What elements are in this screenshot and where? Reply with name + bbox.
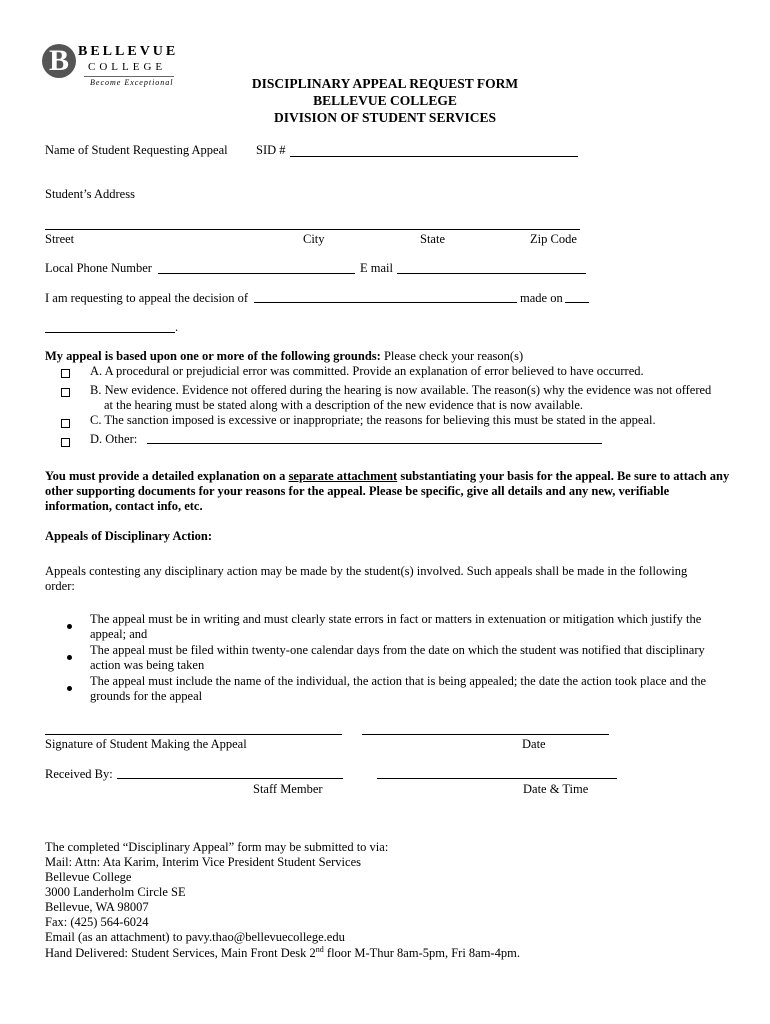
submission-email: Email (as an attachment) to pavy.thao@bellevuecollege.edu	[45, 930, 345, 944]
bullet-icon	[67, 618, 72, 633]
division-name: DIVISION OF STUDENT SERVICES	[274, 110, 496, 125]
submission-hand-delivered: Hand Delivered: Student Services, Main Front Desk 2nd floor M-Thur 8am-5pm, Fri 8am-4pm.	[45, 945, 520, 961]
address-field[interactable]	[45, 229, 580, 230]
form-title: DISCIPLINARY APPEAL REQUEST FORM	[251, 76, 519, 91]
grounds-intro	[45, 349, 523, 364]
phone-field[interactable]	[158, 273, 355, 274]
logo-name-top: BELLEVUE	[78, 44, 179, 59]
list-item: The appeal must be filed within twenty-one calendar days from the date on which the student was notified that disciplinary action was being taken	[90, 643, 705, 672]
made-on-field[interactable]	[565, 302, 589, 303]
other-reason-field[interactable]	[147, 443, 602, 444]
student-name-label: Name of Student Requesting Appeal	[45, 143, 228, 157]
grounds-intro-bold: My appeal is based upon one or more of the following grounds:	[45, 349, 381, 363]
student-signature-field[interactable]	[45, 734, 342, 735]
checkbox-d[interactable]	[61, 436, 70, 451]
made-on-label: made on	[520, 291, 563, 305]
signature-date-field[interactable]	[362, 734, 609, 735]
made-on-field-continued[interactable]	[45, 332, 175, 333]
city-label: City	[303, 232, 325, 246]
appeals-intro: Appeals contesting any disciplinary action may be made by the student(s) involved. Such appeals shall be made in the following order:	[45, 564, 688, 593]
submission-org: Bellevue College	[45, 870, 132, 884]
signature-date-label: Date	[522, 737, 546, 751]
submission-mail: Mail: Attn: Ata Karim, Interim Vice President Student Services	[45, 855, 361, 869]
zip-label: Zip Code	[530, 232, 577, 246]
ground-a-label: A. A procedural or prejudicial error was committed. Provide an explanation of error believed to have occurred.	[90, 364, 644, 378]
email-label: E mail	[360, 261, 393, 275]
list-item: The appeal must include the name of the individual, the action that is being appealed; the date the action took place and the grounds for the appeal	[90, 674, 707, 703]
submission-intro: The completed “Disciplinary Appeal” form may be submitted to via:	[45, 840, 389, 854]
attachment-notice: You must provide a detailed explanation on a separate attachment substantiating your basis for the appeal. Be sure to attach any other supporting documents for your reasons for the appeal. Please be specific, give all details and any new, verifiable information, contact info, etc.	[45, 469, 730, 513]
received-by-label: Received By:	[45, 767, 113, 781]
college-name: BELLEVUE COLLEGE	[313, 93, 457, 108]
logo-name-bottom: COLLEGE	[88, 61, 167, 73]
grounds-intro-rest: Please check your reason(s)	[383, 349, 524, 363]
checkbox-c[interactable]	[61, 417, 70, 432]
sid-label: SID #	[256, 143, 286, 157]
ground-b-label: B. New evidence. Evidence not offered during the hearing is now available. The reason(s) why the evidence was not offered	[90, 383, 712, 397]
email-field[interactable]	[397, 273, 586, 274]
received-date-field[interactable]	[377, 778, 617, 779]
date-time-label: Date & Time	[523, 782, 589, 796]
ground-c-label: C. The sanction imposed is excessive or inappropriate; the reasons for believing this must be stated in the appeal.	[90, 413, 656, 427]
state-label: State	[420, 232, 445, 246]
college-logo-mark: B	[42, 44, 76, 78]
staff-member-label: Staff Member	[253, 782, 323, 796]
checkbox-b[interactable]	[61, 386, 70, 401]
submission-fax: Fax: (425) 564-6024	[45, 915, 149, 929]
submission-city: Bellevue, WA 98007	[45, 900, 149, 914]
ground-d-label: D. Other:	[90, 432, 138, 446]
bullet-icon	[67, 680, 72, 695]
checkbox-a[interactable]	[61, 367, 70, 382]
student-signature-label: Signature of Student Making the Appeal	[45, 737, 247, 751]
decision-field[interactable]	[254, 302, 517, 303]
submission-street: 3000 Landerholm Circle SE	[45, 885, 186, 899]
date-period: .	[175, 320, 179, 334]
logo-tagline: Become Exceptional	[90, 78, 174, 87]
sid-field[interactable]	[290, 156, 578, 157]
address-label: Student’s Address	[45, 187, 135, 201]
street-label: Street	[45, 232, 75, 246]
appeal-decision-label: I am requesting to appeal the decision of	[45, 291, 249, 305]
phone-label: Local Phone Number	[45, 261, 152, 275]
appeals-heading: Appeals of Disciplinary Action:	[45, 529, 213, 543]
received-by-field[interactable]	[117, 778, 343, 779]
bullet-icon	[67, 649, 72, 664]
ground-b-label-continued: at the hearing must be stated along with a description of the new evidence that is now available.	[104, 398, 584, 412]
separate-attachment-emphasis: separate attachment	[288, 469, 398, 483]
list-item: The appeal must be in writing and must clearly state errors in fact or matters in extenuation or mitigation which justify the appeal; and	[90, 612, 702, 641]
